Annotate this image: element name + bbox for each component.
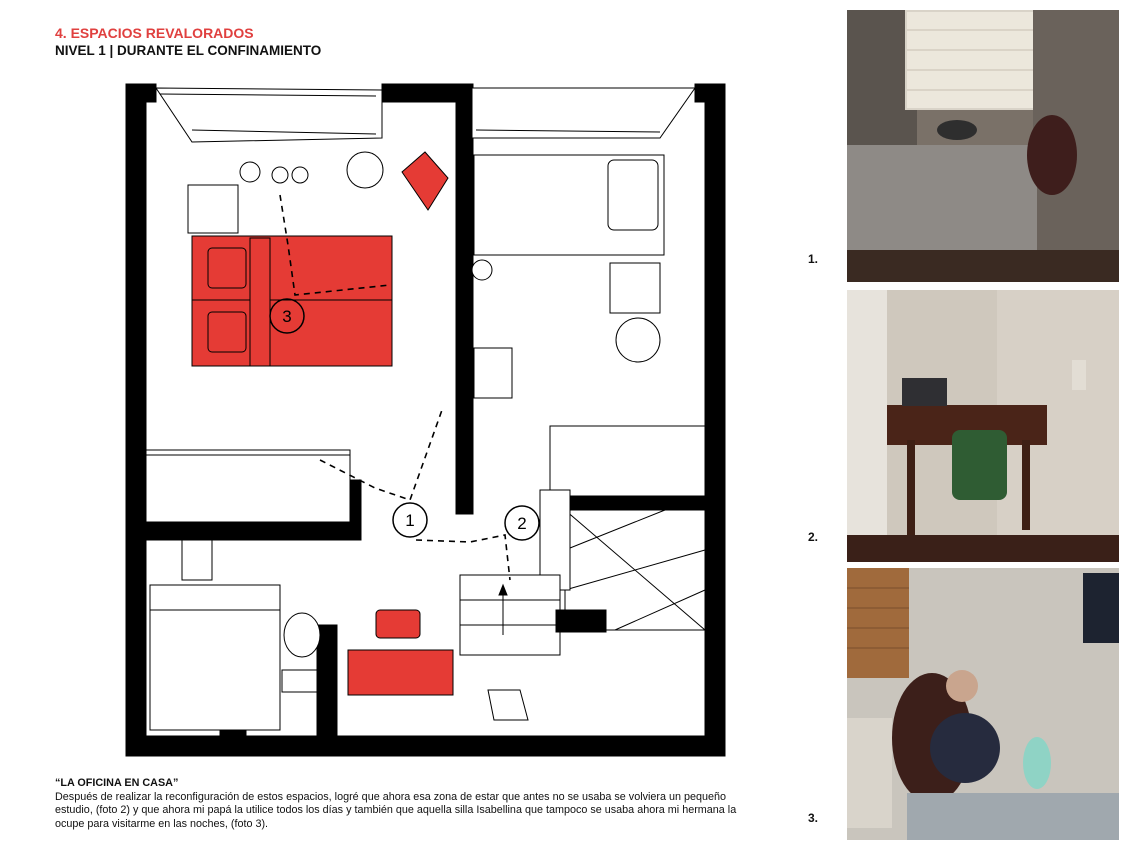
photo-1 [847,10,1119,282]
page-title: 4. ESPACIOS REVALORADOS [55,25,254,41]
caption-body: Después de realizar la reconfiguración de estos espacios, logré que ahora esa zona de estar que antes no se usaba se volviera un pequeño estudio, (foto 2) y que ahora mi papá la utilice todos los días y también que aquella silla Isabellina que tampoco se usaba ahora mi hermana la ocupe para visitarme en las noches, (foto 3). [55,790,737,830]
photo-2-label: 2. [808,530,819,544]
wall-left [126,84,146,756]
marker-1-label: 1 [405,511,415,530]
photo-2 [847,290,1119,562]
photo-1-label: 1. [808,252,819,266]
photo-3 [847,568,1119,840]
caption-block [55,777,745,831]
floor-plan [120,80,730,760]
wall-partition-right [570,496,705,510]
wall-center [456,84,473,514]
desk-red [348,650,453,695]
marker-3-label: 3 [282,307,292,326]
photo-3-label: 3. [808,811,819,825]
wall-top-left [126,84,156,102]
wall-right [705,84,725,756]
wall-bottom [126,736,725,756]
page-subtitle: NIVEL 1 | DURANTE EL CONFINAMIENTO [55,43,322,58]
caption-title: “LA OFICINA EN CASA” [55,777,179,789]
marker-2-label: 2 [517,514,527,533]
wall-partition-left [146,522,361,540]
wall-top-right [695,84,725,102]
